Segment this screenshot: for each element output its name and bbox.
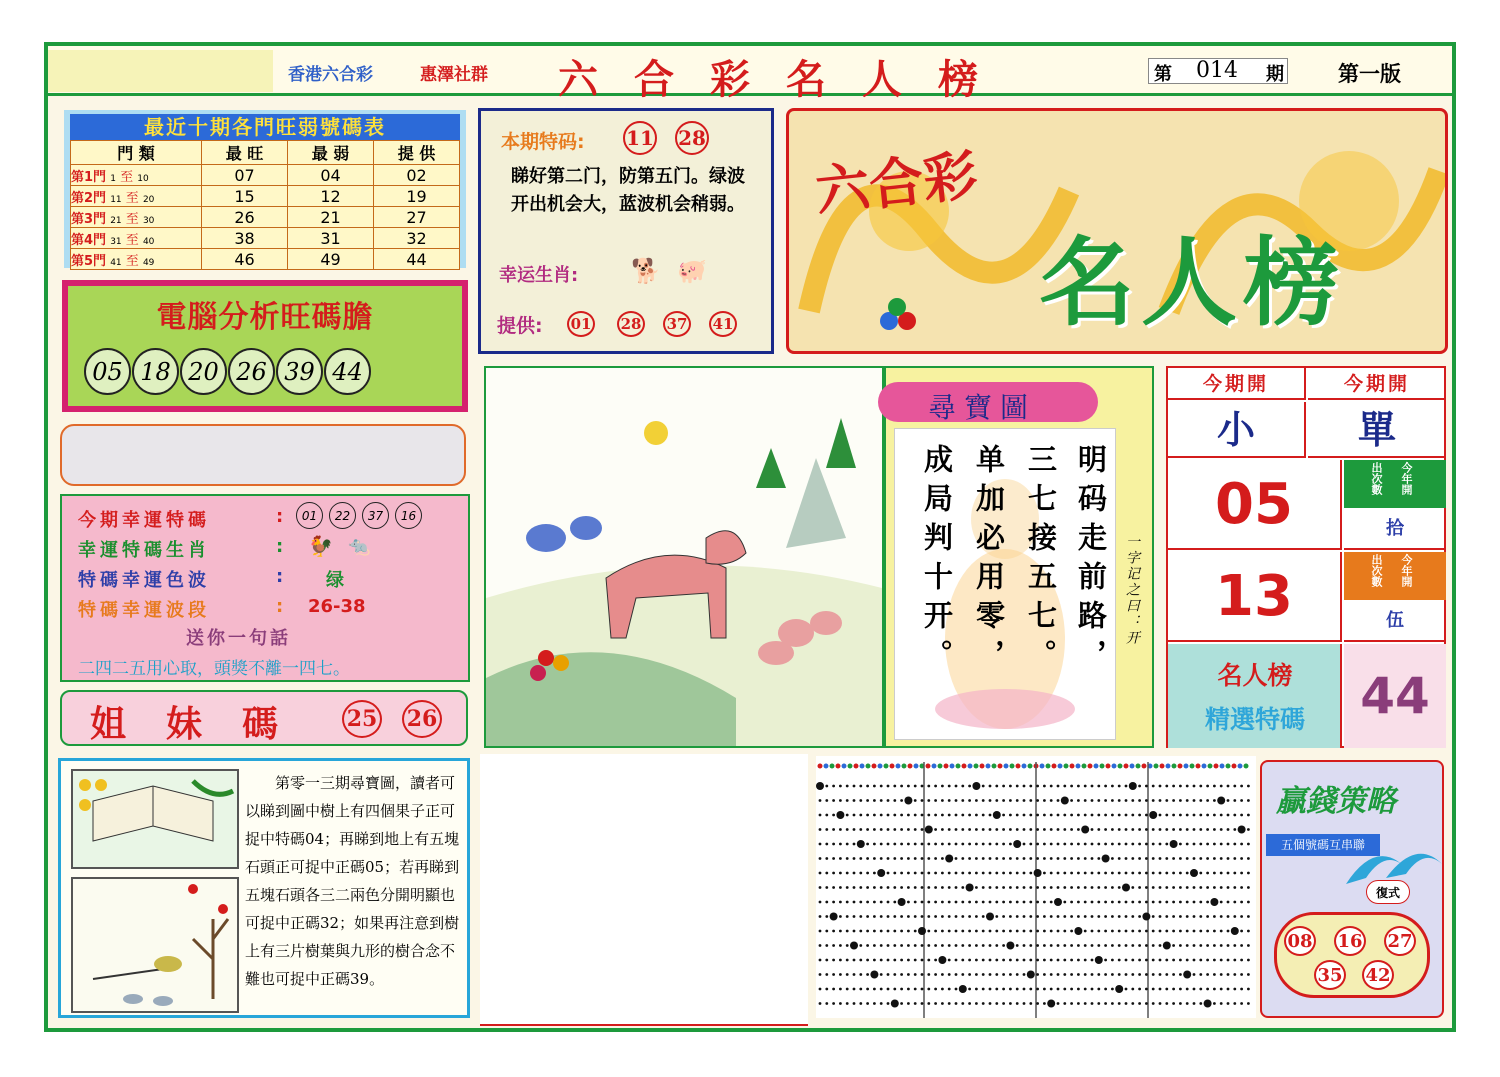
column-header: 最 旺 bbox=[202, 141, 288, 165]
this-year-label: 今年開 bbox=[1400, 554, 1413, 587]
famous-pick-title: 名人榜 bbox=[1217, 661, 1293, 690]
drawn-number-2: 13 bbox=[1168, 552, 1342, 642]
header-left-blank bbox=[48, 50, 273, 92]
this-period-header-right: 今期開 bbox=[1308, 368, 1446, 400]
lucky-zodiac-colon: : bbox=[276, 536, 284, 557]
number-ball: 39 bbox=[276, 348, 323, 395]
famous-pick-label-box bbox=[1168, 644, 1342, 748]
range-from: 31 bbox=[110, 236, 122, 247]
header-title: 六合彩名人榜 bbox=[558, 56, 1014, 103]
hot-number: 46 bbox=[202, 249, 288, 270]
computer-analysis-title: 電腦分析旺碼膽 bbox=[156, 300, 374, 335]
odd-even-result: 單 bbox=[1308, 402, 1446, 458]
recent-table-box bbox=[64, 110, 466, 268]
header-bar bbox=[48, 46, 1452, 103]
number-ball: 44 bbox=[324, 348, 371, 395]
special-number-box bbox=[478, 108, 774, 354]
pig-icon: 🐖 bbox=[677, 257, 707, 285]
strategy-number: 35 bbox=[1314, 960, 1346, 990]
brand-community: 惠澤社群 bbox=[420, 65, 488, 85]
provide-number: 28 bbox=[617, 311, 645, 337]
saying-text: 二四二五用心取，頭獎不離一四七。 bbox=[78, 659, 350, 679]
strategy-box bbox=[1260, 760, 1444, 1018]
poem-side-note: 一字记之曰：开 bbox=[1124, 534, 1140, 646]
book-icon bbox=[73, 771, 237, 867]
lucky-color-value: 绿 bbox=[326, 570, 344, 591]
strategy-number: 08 bbox=[1284, 926, 1316, 956]
hot-number: 07 bbox=[202, 165, 288, 186]
range-to: 20 bbox=[142, 194, 155, 205]
number-ball: 20 bbox=[180, 348, 227, 395]
book-illustration bbox=[71, 769, 239, 869]
count-value-1: 拾 bbox=[1344, 508, 1446, 550]
this-year-label: 今年開 bbox=[1400, 462, 1413, 495]
banner-big-title: 名人榜 bbox=[1039, 226, 1345, 339]
range-from: 1 bbox=[110, 173, 116, 184]
this-period-header-left: 今期開 bbox=[1168, 368, 1306, 400]
strategy-number: 27 bbox=[1384, 926, 1416, 956]
hot-number: 26 bbox=[202, 207, 288, 228]
provide-number: 37 bbox=[663, 311, 691, 337]
poem-line-3: 单加必用零， bbox=[972, 444, 1006, 678]
special-number: 11 bbox=[623, 121, 657, 155]
tip-number: 32 bbox=[374, 228, 460, 249]
provide-number: 41 bbox=[709, 311, 737, 337]
blank-bottom-panel bbox=[480, 754, 808, 1026]
poem-line-1: 明码走前路， bbox=[1074, 444, 1108, 678]
range-to-word: 至 bbox=[120, 169, 134, 185]
strategy-number: 42 bbox=[1362, 960, 1394, 990]
count-times-label: 出次數 bbox=[1370, 462, 1383, 495]
provide-number: 01 bbox=[567, 311, 595, 337]
range-to-word: 至 bbox=[125, 211, 139, 227]
number-ball: 26 bbox=[228, 348, 275, 395]
column-header: 最 弱 bbox=[288, 141, 374, 165]
lucky-number-label: 今期幸運特碼 bbox=[78, 510, 210, 531]
number-ball: 22 bbox=[329, 502, 356, 529]
treasure-map-panel bbox=[884, 366, 1154, 748]
lucky-zodiac-label: 幸运生肖: bbox=[499, 265, 579, 286]
edition-label: 第一版 bbox=[1338, 62, 1401, 86]
table-row bbox=[71, 249, 460, 270]
hot-number: 38 bbox=[202, 228, 288, 249]
number-ball: 05 bbox=[84, 348, 131, 395]
dog-icon: 🐕 bbox=[631, 257, 661, 285]
cold-number: 31 bbox=[288, 228, 374, 249]
provide-label: 提供: bbox=[497, 315, 543, 337]
number-ball: 16 bbox=[395, 502, 422, 529]
rooster-icon: 🐓 bbox=[308, 534, 333, 558]
range-from: 11 bbox=[110, 194, 122, 205]
brand-hk-lottery: 香港六合彩 bbox=[288, 65, 373, 85]
famous-pick-subtitle: 精選特碼 bbox=[1204, 705, 1305, 734]
door-label: 第3門 bbox=[71, 211, 107, 227]
sister-number: 26 bbox=[402, 700, 442, 738]
story-box bbox=[58, 758, 470, 1018]
range-to-word: 至 bbox=[125, 253, 139, 269]
range-from: 41 bbox=[110, 257, 122, 268]
column-header: 提 供 bbox=[374, 141, 460, 165]
lucky-color-colon: : bbox=[276, 566, 284, 587]
tip-number: 02 bbox=[374, 165, 460, 186]
famous-pick-number: 44 bbox=[1344, 644, 1446, 748]
sister-number: 25 bbox=[342, 700, 382, 738]
blank-panel bbox=[60, 424, 466, 486]
lucky-number-balls bbox=[296, 502, 428, 529]
compound-tag: 復式 bbox=[1366, 880, 1410, 904]
lucky-range-label: 特碼幸運波段 bbox=[78, 600, 210, 621]
lucky-zodiac-label: 幸運特碼生肖 bbox=[78, 540, 210, 561]
issue-number: 014 bbox=[1196, 58, 1238, 83]
cold-number: 49 bbox=[288, 249, 374, 270]
tip-number: 44 bbox=[374, 249, 460, 270]
issue-suffix: 期 bbox=[1266, 64, 1284, 85]
count-label-2 bbox=[1344, 552, 1446, 600]
table-row bbox=[71, 228, 460, 249]
door-label: 第4門 bbox=[71, 232, 107, 248]
range-to-word: 至 bbox=[125, 232, 139, 248]
count-value-2: 伍 bbox=[1344, 600, 1446, 642]
issue-prefix: 第 bbox=[1154, 64, 1172, 85]
banner-box bbox=[786, 108, 1448, 354]
lucky-box bbox=[60, 494, 470, 682]
lucky-number-colon: : bbox=[276, 506, 284, 527]
rat-icon: 🐀 bbox=[348, 536, 371, 557]
treasure-illustration bbox=[484, 366, 884, 748]
door-label: 第2門 bbox=[71, 190, 107, 206]
treasure-title: 尋寶圖 bbox=[928, 391, 1037, 424]
sister-numbers-box bbox=[60, 690, 468, 746]
story-text: 第零一三期尋寶圖，讀者可以睇到圖中樹上有四個果子正可捉中特碼04；再睇到地上有五塊石頭正可捉中正碼05；若再睇到五塊石頭各三二兩色分開明顯也可捉中正碼32；如果再注意到樹上有三片樹葉與九形的樹合念不難也可捉中正碼39。 bbox=[245, 774, 460, 988]
size-result: 小 bbox=[1168, 402, 1306, 458]
special-tip-text: 睇好第二门，防第五门。绿波开出机会大，蓝波机会稍弱。 bbox=[511, 166, 745, 215]
range-to: 40 bbox=[142, 236, 155, 247]
lucky-color-label: 特碼幸運色波 bbox=[78, 570, 210, 591]
strategy-number: 16 bbox=[1334, 926, 1366, 956]
lucky-range-value: 26-38 bbox=[308, 596, 366, 617]
number-ball: 18 bbox=[132, 348, 179, 395]
hot-number: 15 bbox=[202, 186, 288, 207]
tree-illustration bbox=[71, 877, 239, 1013]
sister-numbers-title: 姐妹碼 bbox=[90, 703, 319, 745]
number-ball: 37 bbox=[362, 502, 389, 529]
door-label: 第5門 bbox=[71, 253, 107, 269]
strategy-subtitle: 五個號碼互串聯 bbox=[1266, 834, 1380, 856]
table-row bbox=[71, 186, 460, 207]
computer-analysis-balls bbox=[84, 348, 372, 395]
tree-icon bbox=[73, 879, 237, 1011]
special-number: 28 bbox=[675, 121, 709, 155]
column-header: 門 類 bbox=[71, 141, 202, 165]
banner-small-title: 六合彩 bbox=[812, 142, 981, 224]
strategy-title: 贏錢策略 bbox=[1276, 784, 1396, 819]
lucky-range-colon: : bbox=[276, 596, 284, 617]
table-row bbox=[71, 165, 460, 186]
table-header-row bbox=[71, 141, 460, 165]
count-label-1 bbox=[1344, 460, 1446, 508]
cold-number: 12 bbox=[288, 186, 374, 207]
poem-line-2: 三七接五七。 bbox=[1024, 444, 1058, 678]
range-to: 49 bbox=[142, 257, 155, 268]
cold-number: 21 bbox=[288, 207, 374, 228]
special-number-label: 本期特码: bbox=[501, 131, 585, 153]
dot-pattern-panel bbox=[816, 756, 1256, 1018]
tip-number: 19 bbox=[374, 186, 460, 207]
count-times-label: 出次數 bbox=[1370, 554, 1383, 587]
saying-title: 送你一句話 bbox=[186, 628, 291, 649]
tip-number: 27 bbox=[374, 207, 460, 228]
drawn-number-1: 05 bbox=[1168, 460, 1342, 550]
computer-analysis-box bbox=[62, 280, 468, 412]
table-row bbox=[71, 207, 460, 228]
recent-table bbox=[70, 140, 460, 270]
range-to-word: 至 bbox=[125, 190, 139, 206]
range-to: 10 bbox=[137, 173, 149, 184]
range-to: 30 bbox=[142, 215, 155, 226]
range-from: 21 bbox=[110, 215, 122, 226]
door-label: 第1門 bbox=[71, 169, 107, 185]
this-period-panel bbox=[1166, 366, 1446, 748]
cold-number: 04 bbox=[288, 165, 374, 186]
poem-line-4: 成局判十开。 bbox=[920, 444, 954, 678]
dot-pattern-icon bbox=[816, 756, 1256, 1018]
dog-scene-icon bbox=[486, 368, 882, 746]
recent-table-title: 最近十期各門旺弱號碼表 bbox=[70, 114, 460, 140]
number-ball: 01 bbox=[296, 502, 323, 529]
